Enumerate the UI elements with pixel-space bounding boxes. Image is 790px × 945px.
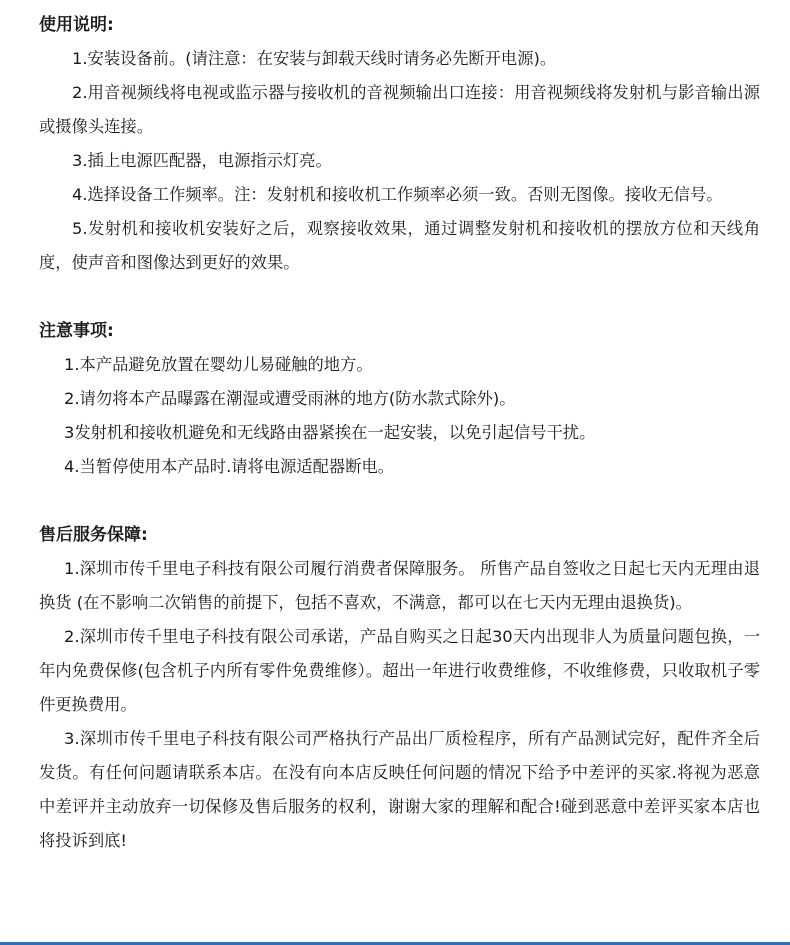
usage-item-4: 4.选择设备工作频率。注：发射机和接收机工作频率必须一致。否则无图像。接收无信号。	[72, 185, 723, 204]
usage-item-5: 5.发射机和接收机安装好之后，观察接收效果，通过调整发射机和接收机的摆放方位和天线角度，使声音和图像达到更好的效果。	[39, 219, 760, 272]
aftersales-item-2: 2.深圳市传千里电子科技有限公司承诺，产品自购买之日起30天内出现非人为质量问题包换，一年内免费保修(包含机子内所有零件免费维修）。超出一年进行收费维修，不收维修费，只收取机子零件更换费用。	[39, 627, 760, 714]
notice-item-2: 2.请勿将本产品曝露在潮湿或遭受雨淋的地方(防水款式除外)。	[64, 389, 516, 408]
aftersales-item-3: 3.深圳市传千里电子科技有限公司严格执行产品出厂质检程序，所有产品测试完好，配件齐全后发货。有任何问题请联系本店。在没有向本店反映任何问题的情况下给予中差评的买家.将视为恶意中差评并主动放弃一切保修及售后服务的权利，谢谢大家的理解和配合!碰到恶意中差评买家本店也将投诉到底!	[39, 729, 760, 850]
usage-item-1: 1.安装设备前。(请注意：在安装与卸载天线时请务必先断开电源)。	[72, 49, 557, 68]
section-spacer	[39, 484, 760, 518]
usage-title: 使用说明:	[39, 15, 114, 35]
notice-item-1: 1.本产品避免放置在婴幼儿易碰触的地方。	[64, 355, 373, 374]
aftersales-item-1: 1.深圳市传千里电子科技有限公司履行消费者保障服务。 所售产品自签收之日起七天内无理由退换货 (在不影响二次销售的前提下，包括不喜欢，不满意，都可以在七天内无理由退换货)。	[39, 559, 760, 612]
aftersales-title: 售后服务保障:	[39, 525, 148, 545]
notice-title: 注意事项:	[39, 321, 114, 341]
notice-item-4: 4.当暂停使用本产品时.请将电源适配器断电。	[64, 457, 395, 476]
notice-item-3: 3发射机和接收机避免和无线路由器紧挨在一起安装，以免引起信号干扰。	[64, 423, 596, 442]
usage-item-3: 3.插上电源匹配器，电源指示灯亮。	[72, 151, 332, 170]
section-spacer	[39, 280, 760, 314]
usage-item-2: 2.用音视频线将电视或监示器与接收机的音视频输出口连接：用音视频线将发射机与影音输出源或摄像头连接。	[39, 83, 760, 136]
